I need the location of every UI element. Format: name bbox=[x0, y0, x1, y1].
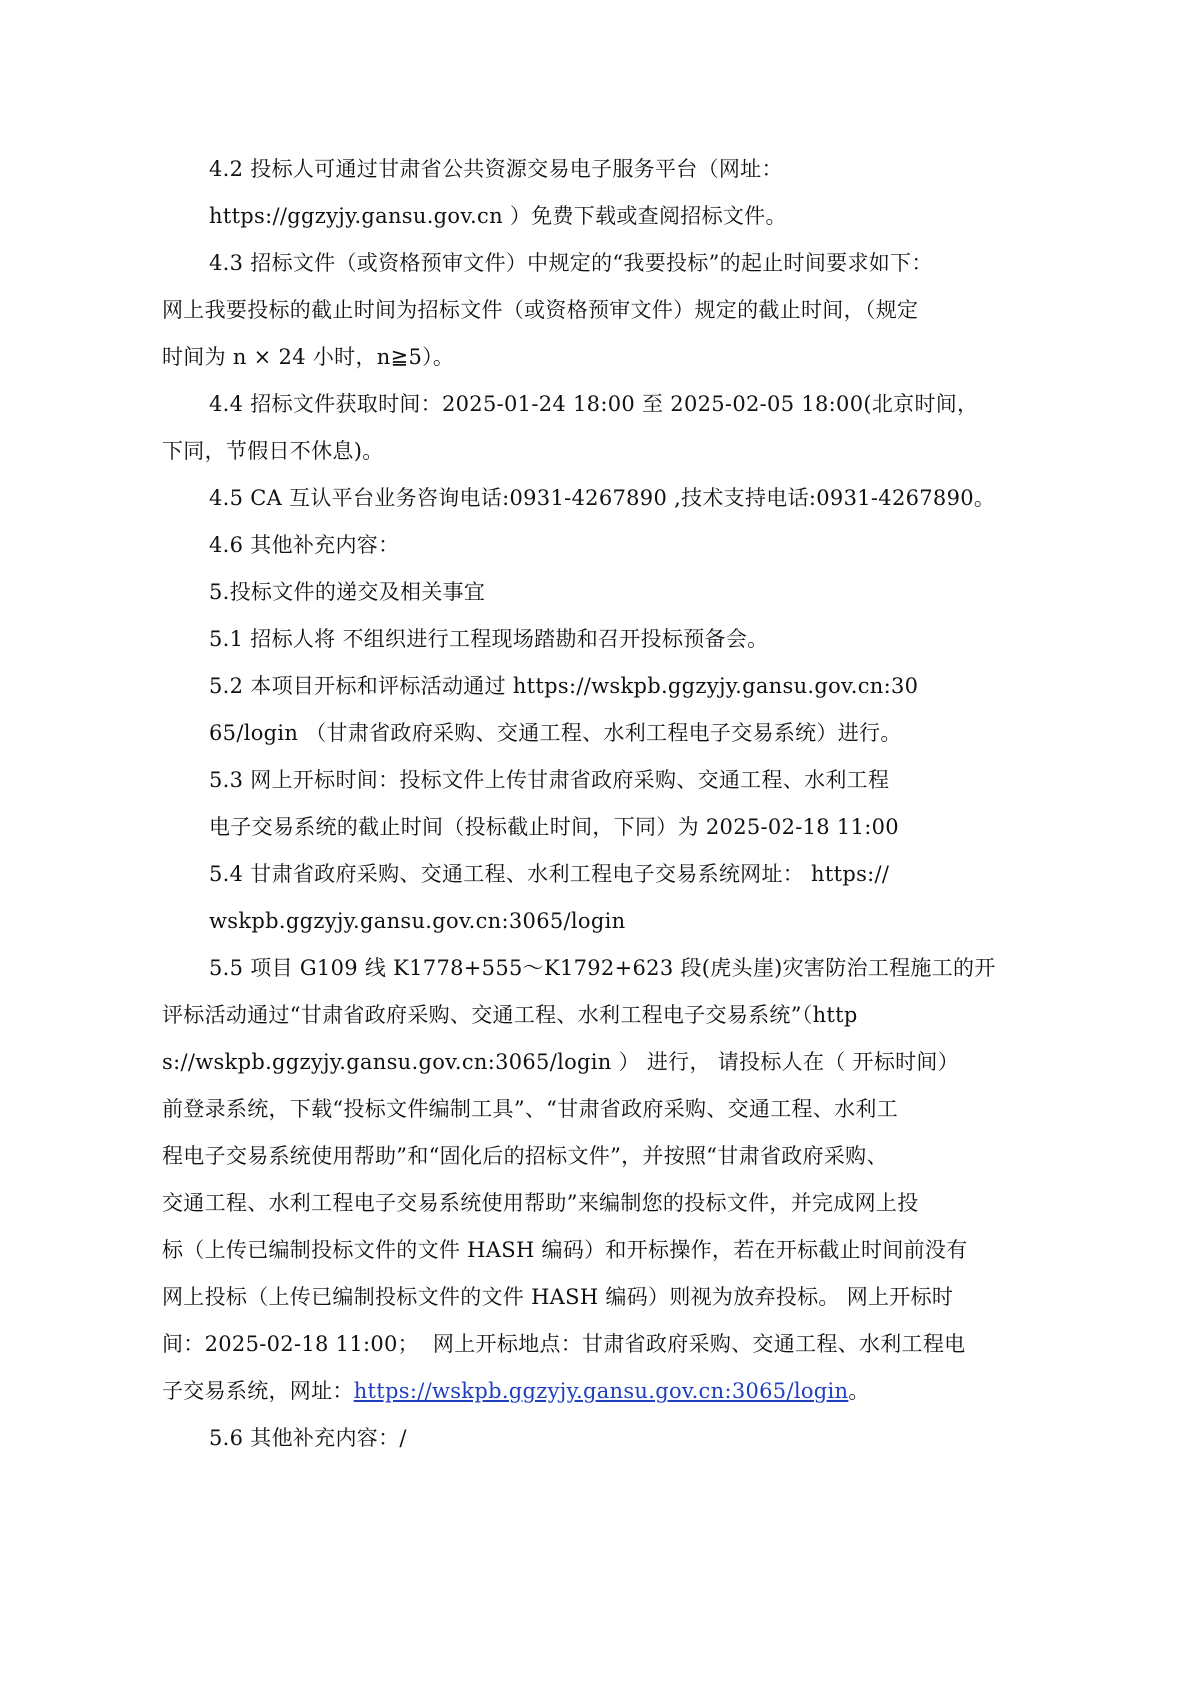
login-url-link[interactable]: https://wskpb.ggzyjy.gansu.gov.cn:3065/login bbox=[353, 1379, 849, 1403]
paragraph-4-2-line-2: https://ggzyjy.gansu.gov.cn ）免费下载或查阅招标文件。 bbox=[209, 204, 787, 228]
paragraph-4-4-line-2: 下同，节假日不休息)。 bbox=[162, 439, 384, 463]
section-5-heading: 5.投标文件的递交及相关事宜 bbox=[209, 580, 486, 604]
paragraph-5-5-line-2: 评标活动通过“甘肃省政府采购、交通工程、水利工程电子交易系统”（http bbox=[162, 1003, 858, 1027]
paragraph-5-2-line-1: 5.2 本项目开标和评标活动通过 https://wskpb.ggzyjy.gansu.gov.cn:30 bbox=[209, 674, 919, 698]
paragraph-5-4-line-2: wskpb.ggzyjy.gansu.gov.cn:3065/login bbox=[209, 909, 626, 933]
paragraph-4-3-line-3: 时间为 n × 24 小时，n≧5）。 bbox=[162, 345, 455, 369]
paragraph-5-5-line-9: 间：2025-02-18 11:00； 网上开标地点：甘肃省政府采购、交通工程、水利工程电 bbox=[162, 1332, 966, 1356]
paragraph-5-5-line-3: s://wskpb.ggzyjy.gansu.gov.cn:3065/login ） 进行， 请投标人在（ 开标时间） bbox=[162, 1050, 960, 1074]
paragraph-5-5-line-1: 5.5 项目 G109 线 K1778+555～K1792+623 段(虎头崖)灾害防治工程施工的开 bbox=[209, 956, 996, 980]
paragraph-5-5-line-10-suffix: 。 bbox=[848, 1379, 870, 1403]
paragraph-5-6: 5.6 其他补充内容：/ bbox=[209, 1426, 407, 1450]
paragraph-4-3-line-1: 4.3 招标文件（或资格预审文件）中规定的“我要投标”的起止时间要求如下： bbox=[209, 251, 933, 275]
paragraph-4-2-line-1: 4.2 投标人可通过甘肃省公共资源交易电子服务平台（网址： bbox=[209, 157, 783, 181]
paragraph-5-5-line-6: 交通工程、水利工程电子交易系统使用帮助”来编制您的投标文件，并完成网上投 bbox=[162, 1191, 919, 1215]
paragraph-5-4-line-1: 5.4 甘肃省政府采购、交通工程、水利工程电子交易系统网址： https:// bbox=[209, 862, 890, 886]
paragraph-5-5-line-10 bbox=[162, 1376, 870, 1406]
paragraph-4-6: 4.6 其他补充内容： bbox=[209, 533, 400, 557]
paragraph-5-5-line-5: 程电子交易系统使用帮助”和“固化后的招标文件”，并按照“甘肃省政府采购、 bbox=[162, 1144, 888, 1168]
paragraph-5-5-line-10-prefix: 子交易系统，网址： bbox=[162, 1379, 354, 1403]
paragraph-4-3-line-2: 网上我要投标的截止时间为招标文件（或资格预审文件）规定的截止时间，（规定 bbox=[162, 298, 919, 322]
paragraph-5-2-line-2: 65/login （甘肃省政府采购、交通工程、水利工程电子交易系统）进行。 bbox=[209, 721, 902, 745]
paragraph-5-1: 5.1 招标人将 不组织进行工程现场踏勘和召开投标预备会。 bbox=[209, 627, 769, 651]
paragraph-5-5-line-7: 标（上传已编制投标文件的文件 HASH 编码）和开标操作，若在开标截止时间前没有 bbox=[162, 1238, 968, 1262]
paragraph-5-5-line-4: 前登录系统，下载“投标文件编制工具”、“甘肃省政府采购、交通工程、水利工 bbox=[162, 1097, 899, 1121]
paragraph-4-4-line-1: 4.4 招标文件获取时间：2025-01-24 18:00 至 2025-02-05 18:00(北京时间， bbox=[209, 392, 979, 416]
paragraph-5-3-line-1: 5.3 网上开标时间：投标文件上传甘肃省政府采购、交通工程、水利工程 bbox=[209, 768, 890, 792]
paragraph-5-3-line-2: 电子交易系统的截止时间（投标截止时间，下同）为 2025-02-18 11:00 bbox=[209, 815, 899, 839]
paragraph-4-5: 4.5 CA 互认平台业务咨询电话:0931-4267890 ,技术支持电话:0931-4267890。 bbox=[209, 486, 996, 510]
paragraph-5-5-line-8: 网上投标（上传已编制投标文件的文件 HASH 编码）则视为放弃投标。 网上开标时 bbox=[162, 1285, 954, 1309]
